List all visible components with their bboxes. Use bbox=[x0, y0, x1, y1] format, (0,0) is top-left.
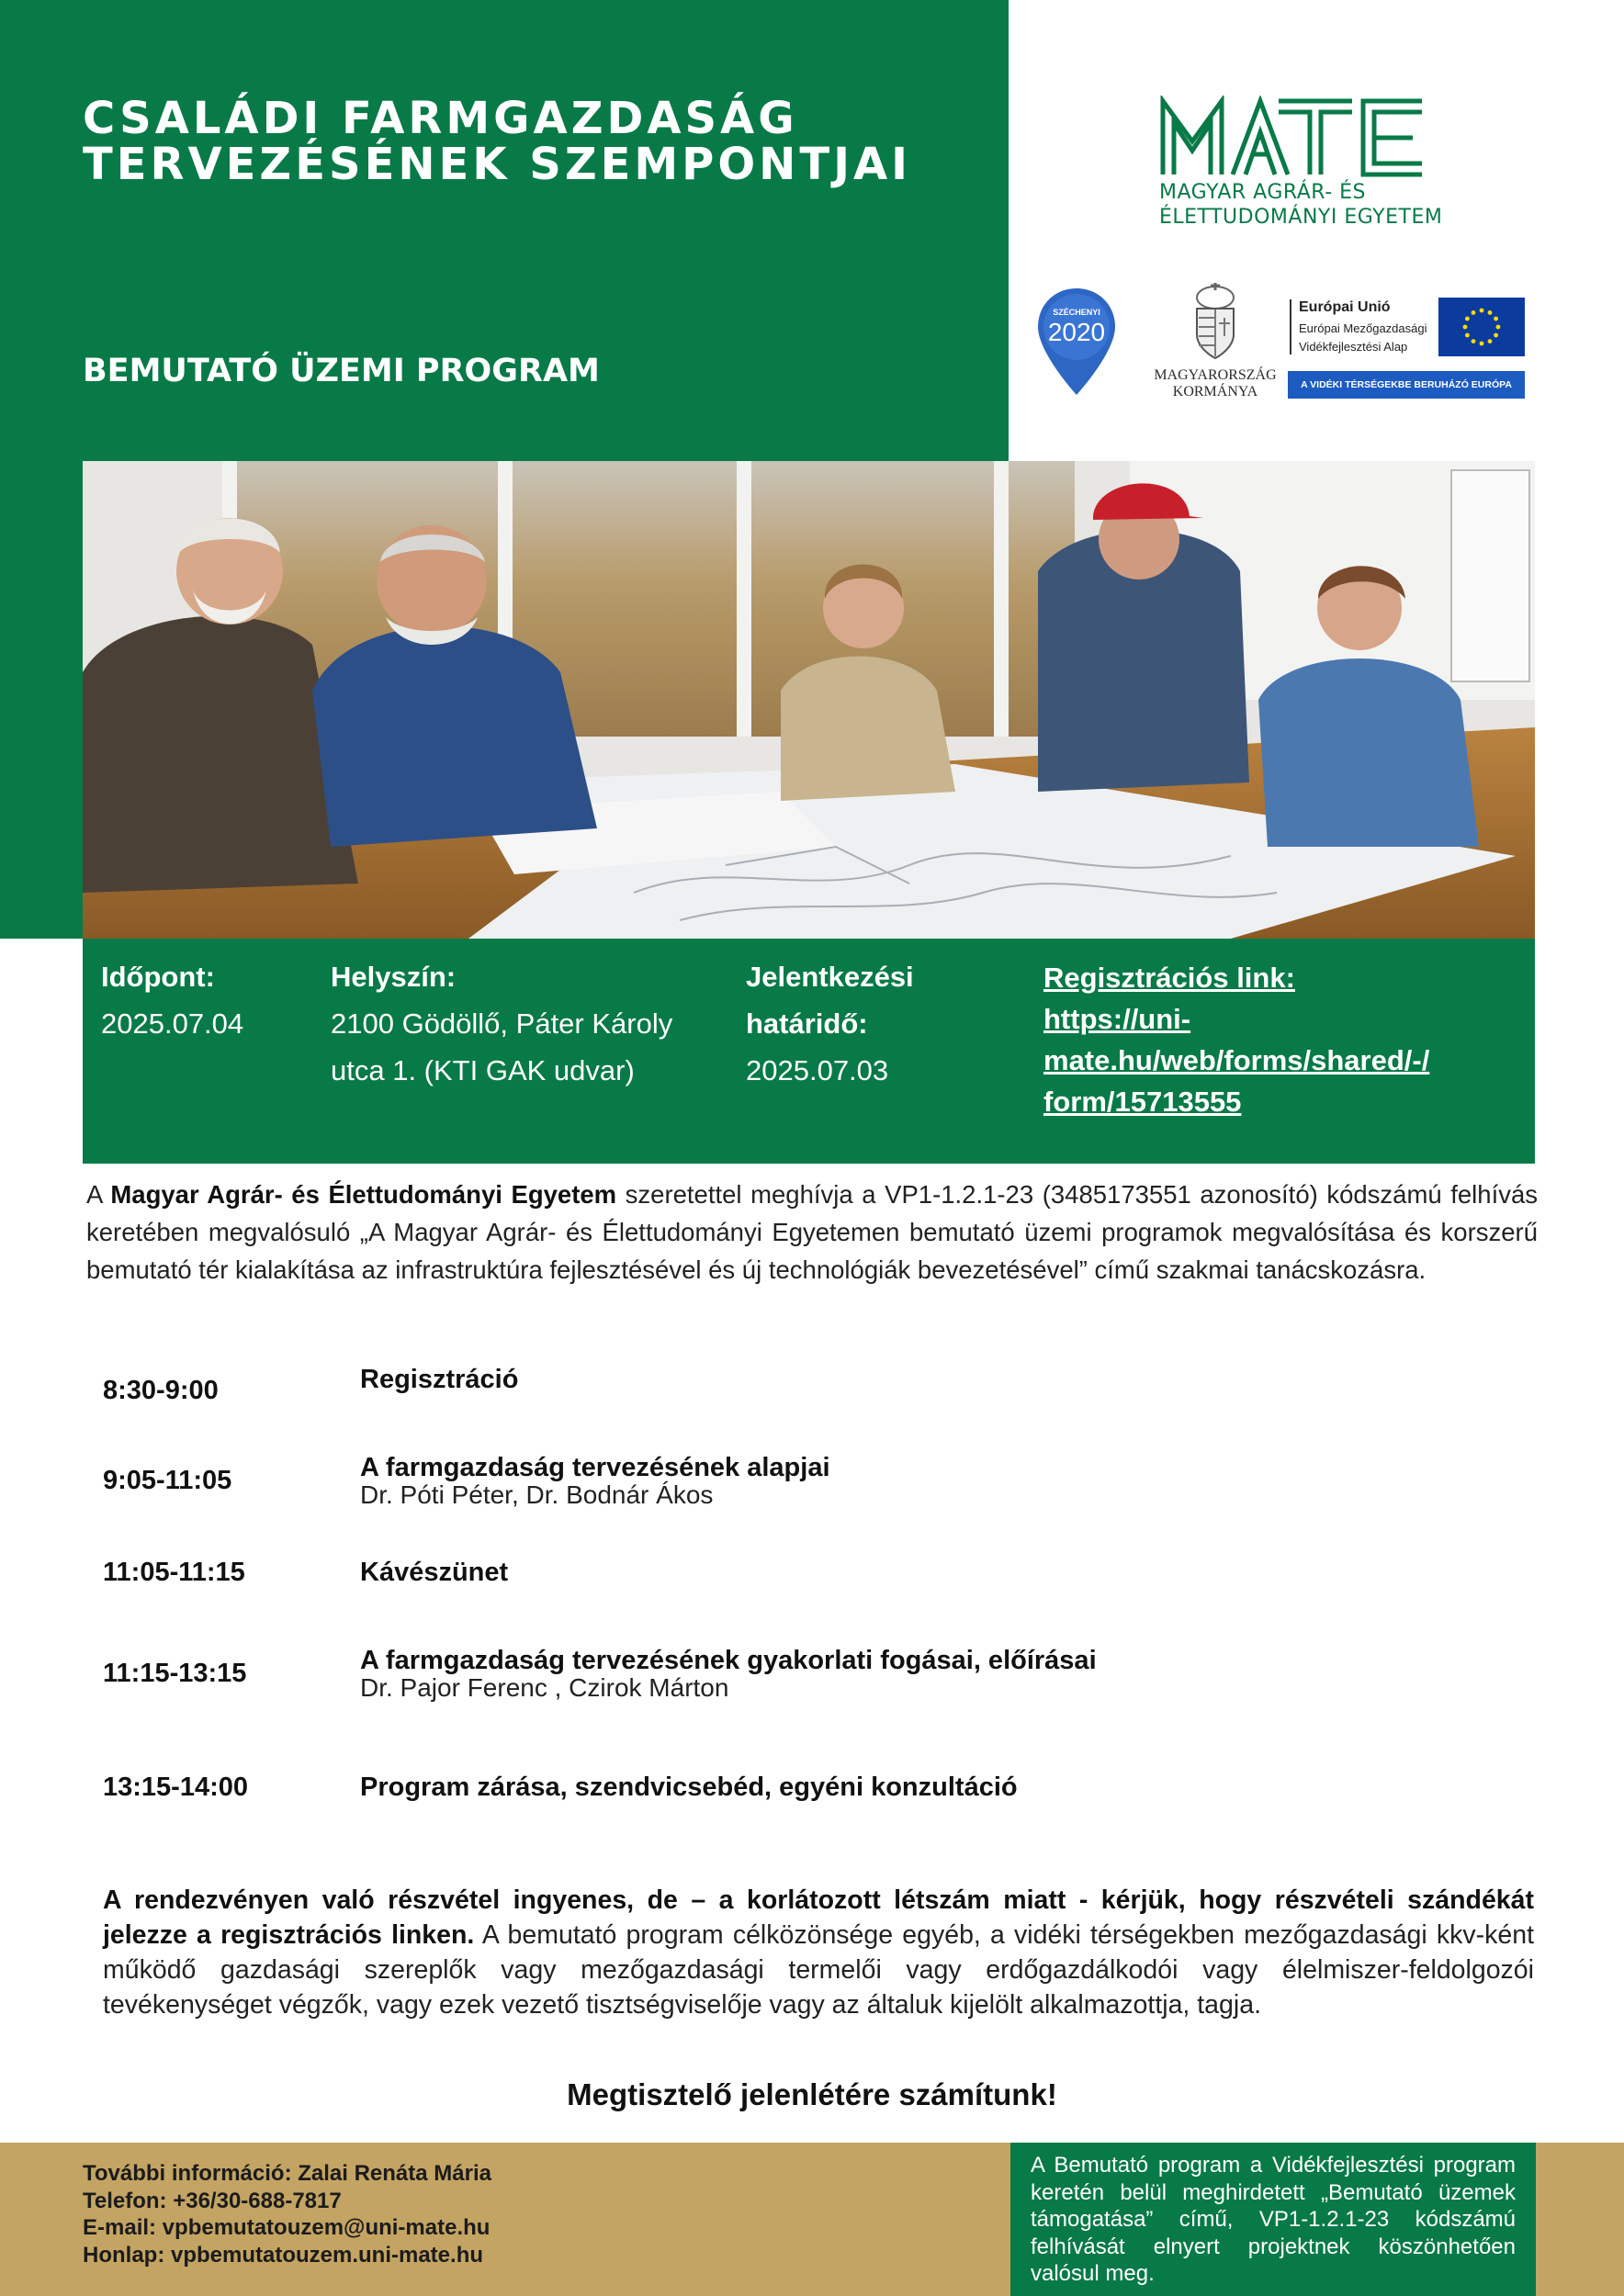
schedule-title: Regisztráció bbox=[360, 1365, 519, 1394]
kormany-line-1: MAGYARORSZÁG bbox=[1154, 367, 1277, 383]
schedule-time: 13:15-14:00 bbox=[103, 1773, 248, 1802]
schedule-title: A farmgazdaság tervezésének gyakorlati fogásai, előírásai bbox=[360, 1646, 1097, 1675]
footer-email[interactable]: E-mail: vpbemutatouzem@uni-mate.hu bbox=[83, 2215, 491, 2240]
footer-note-text: A Bemutató program a Vidékfejlesztési program keretén belül meghirdetett „Bemutató üzemek támogatása” című, VP1-1.2.1-23 kódszámú felhívását elnyert projektnek köszönhetően valósul meg. bbox=[1031, 2153, 1516, 2286]
eu-divider bbox=[1290, 299, 1291, 355]
intro-rest: szeretettel meghívja a VP1-1.2.1-23 (3485173551 azonosító) kódszámú felhívás keretében megvalósuló „A Magyar Agrár- és Élettudományi Egyetemen bemutató üzemi programok megvalósítása és korszerű bemutató tér kialakítása az infrastruktúra fejlesztésével és új technológiák bevezetésével” című szakmai tanácskozásra. bbox=[86, 1180, 1539, 1284]
registration-link-line-3[interactable]: form/15713555 bbox=[1043, 1086, 1242, 1118]
kormany-text bbox=[1148, 367, 1282, 400]
deadline-label-1: Jelentkezési bbox=[746, 961, 914, 993]
eu-banner: A VIDÉKI TÉRSÉGEKBE BERUHÁZÓ EURÓPA bbox=[1288, 371, 1525, 399]
footer-contact bbox=[83, 2160, 491, 2268]
schedule-speakers: Dr. Pajor Ferenc , Czirok Márton bbox=[360, 1673, 729, 1702]
date-block bbox=[101, 953, 243, 1047]
participation-notice bbox=[103, 1883, 1534, 2022]
place-label: Helyszín: bbox=[331, 961, 457, 993]
date-label: Időpont: bbox=[101, 961, 215, 993]
footer-website[interactable]: Honlap: vpbemutatouzem.uni-mate.hu bbox=[83, 2242, 484, 2268]
intro-prefix: A bbox=[86, 1180, 111, 1209]
hero-photo bbox=[83, 461, 1535, 939]
schedule-time: 11:15-13:15 bbox=[103, 1659, 247, 1688]
registration-link-line-1[interactable]: https://uni- bbox=[1043, 1003, 1191, 1035]
schedule-title: A farmgazdaság tervezésének alapjai bbox=[360, 1453, 830, 1482]
schedule-title: Program zárása, szendvicsebéd, egyéni konzultáció bbox=[360, 1773, 1018, 1802]
date-value: 2025.07.04 bbox=[101, 1007, 244, 1040]
page-subtitle: BEMUTATÓ ÜZEMI PROGRAM bbox=[83, 353, 600, 389]
title-line-2: TERVEZÉSÉNEK SZEMPONTJAI bbox=[83, 139, 911, 190]
deadline-block bbox=[746, 953, 914, 1094]
szechenyi-label: SZÉCHENYI bbox=[1053, 308, 1100, 317]
eu-title: Európai Unió bbox=[1299, 299, 1391, 315]
schedule-title: Kávészünet bbox=[360, 1558, 509, 1587]
footer-info: További információ: Zalai Renáta Mária bbox=[83, 2161, 491, 2186]
notice-bold: A rendezvényen való részvétel ingyenes, de – a korlátozott létszám miatt - kérjük, hogy részvételi szándékát jelezze a regisztrációs linken. bbox=[103, 1885, 1534, 1950]
place-block bbox=[331, 953, 672, 1094]
deadline-label-2: határidő: bbox=[746, 1007, 868, 1040]
footer-phone: Telefon: +36/30-688-7817 bbox=[83, 2188, 342, 2213]
intro-paragraph bbox=[86, 1176, 1538, 1289]
page-title bbox=[83, 93, 964, 190]
mate-sub-line-1: MAGYAR AGRÁR- ÉS bbox=[1159, 181, 1367, 204]
schedule-time: 9:05-11:05 bbox=[103, 1466, 232, 1495]
mate-sub-line-2: ÉLETTUDOMÁNYI EGYETEM bbox=[1159, 206, 1443, 229]
registration-link-line-2[interactable]: mate.hu/web/forms/shared/-/ bbox=[1043, 1044, 1430, 1076]
schedule-time: 11:05-11:15 bbox=[103, 1558, 245, 1587]
eu-flag-icon bbox=[1438, 298, 1525, 356]
eu-fund-line-2: Vidékfejlesztési Alap bbox=[1299, 340, 1408, 354]
closing-line: Megtisztelő jelenlétére számítunk! bbox=[567, 2077, 1057, 2111]
szechenyi-year: 2020 bbox=[1047, 318, 1106, 346]
registration-link-label: Regisztrációs link: bbox=[1043, 962, 1295, 994]
notice-rest: A bemutató program célközönsége egyéb, a vidéki térségekben mezőgazdasági kkv-ként működő gazdasági szereplők vagy mezőgazdasági termelői vagy erdőgazdálkodói vagy élelmiszer-feldolgozói tevékenységet végzők, vagy ezek vezető tisztségviselője vagy az általuk kijelölt alkalmazottja, tagja. bbox=[103, 1920, 1534, 2020]
schedule-time: 8:30-9:00 bbox=[103, 1376, 219, 1405]
schedule-speakers: Dr. Póti Péter, Dr. Bodnár Ákos bbox=[360, 1480, 714, 1509]
place-line-2: utca 1. (KTI GAK udvar) bbox=[331, 1054, 635, 1086]
registration-block bbox=[1043, 957, 1429, 1122]
eu-fund-line-1: Európai Mezőgazdasági bbox=[1299, 321, 1427, 335]
mate-logo-subtitle bbox=[1159, 180, 1442, 230]
intro-university: Magyar Agrár- és Élettudományi Egyetem bbox=[110, 1180, 617, 1209]
deadline-value: 2025.07.03 bbox=[746, 1054, 889, 1086]
kormany-line-2: KORMÁNYA bbox=[1172, 384, 1258, 400]
event-info-band bbox=[83, 939, 1535, 1164]
place-line-1: 2100 Gödöllő, Páter Károly bbox=[331, 1007, 673, 1040]
title-line-1: CSALÁDI FARMGAZDASÁG bbox=[83, 93, 798, 144]
